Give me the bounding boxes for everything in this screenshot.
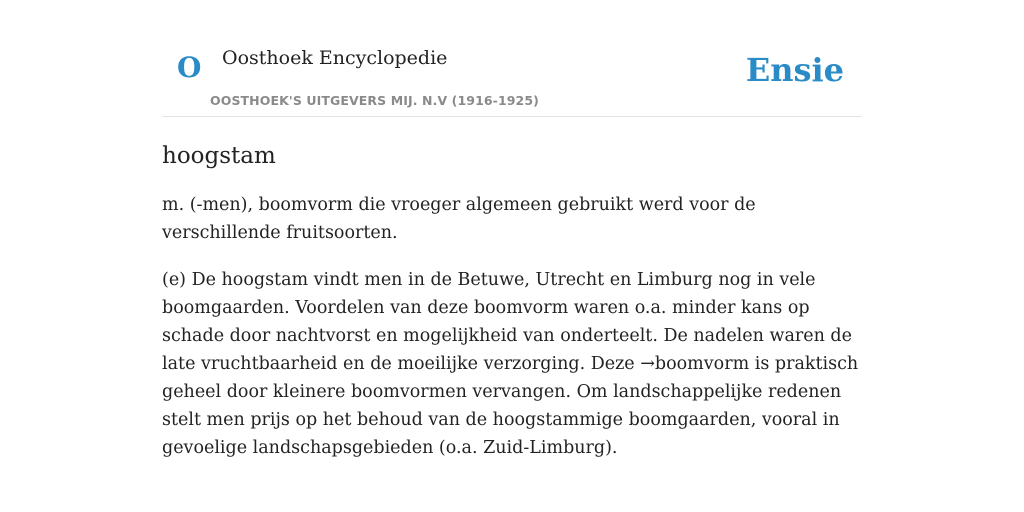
arrow-right-icon: → xyxy=(640,354,655,374)
entry-body xyxy=(162,266,862,462)
cross-reference-link[interactable] xyxy=(640,354,749,374)
entry-body-text-end: is praktisch geheel door kleinere boomvormen vervangen. Om landschappelijke redenen stelt men prijs op het behoud van de hoogstammige boomgaarden, vooral in gevoelige landschapsgebieden (o.a. Zuid-Limburg). xyxy=(162,354,859,458)
header xyxy=(162,0,862,117)
source-publisher: OOSTHOEK'S UITGEVERS MIJ. N.V (1916-1925) xyxy=(210,93,539,108)
entry-body-text-start: (e) De hoogstam vindt men in de Betuwe, Utrecht en Limburg nog in vele boomgaarden. Voordelen van deze boomvorm waren o.a. minder kans op schade door nachtvorst en mogelijkheid van onderteelt. De nadelen waren de late vruchtbaarheid en de moeilijke verzorging. Deze xyxy=(162,270,852,374)
cross-reference-link-text: boomvorm xyxy=(654,354,750,374)
source-logo-letter[interactable]: O xyxy=(177,51,202,84)
brand-logo[interactable]: Ensie xyxy=(745,51,844,89)
entry-title: hoogstam xyxy=(162,143,276,169)
entry-definition: m. (-men), boomvorm die vroeger algemeen gebruikt werd voor de verschillende fruitsoorten. xyxy=(162,195,756,243)
page xyxy=(162,0,862,462)
source-title[interactable]: Oosthoek Encyclopedie xyxy=(222,47,448,69)
